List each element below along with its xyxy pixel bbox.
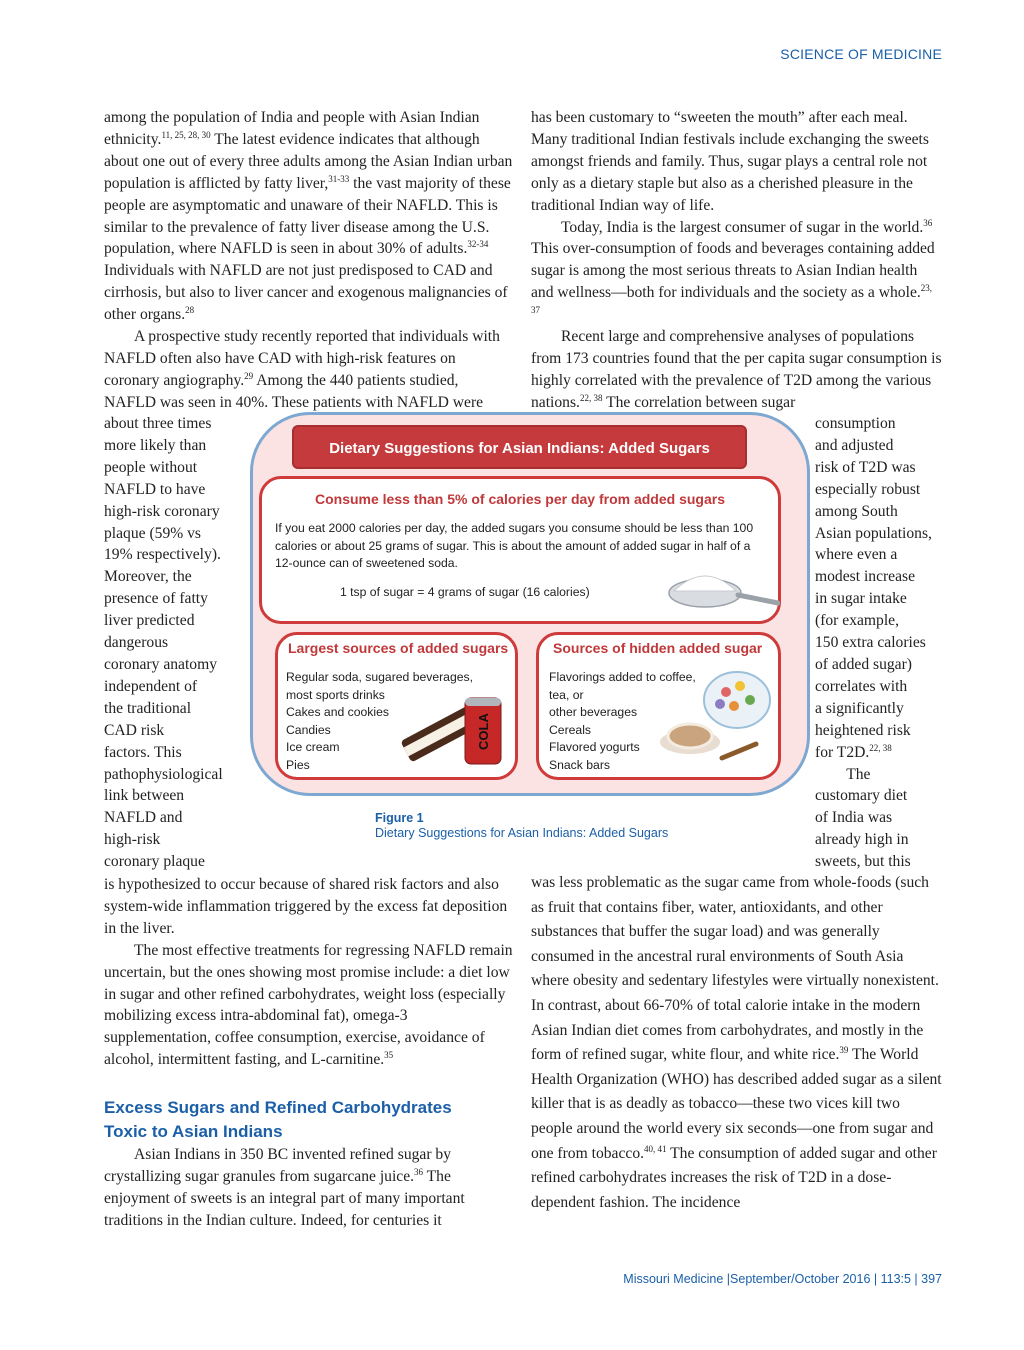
paragraph: is hypothesized to occur because of shared risk factors and also system-wide inflammation triggered by the excess fat deposition in the liver. (104, 876, 508, 937)
section-heading-line: Toxic to Asian Indians (104, 1122, 283, 1141)
right-panel-heading: Sources of hidden added sugar (553, 640, 763, 656)
text-line: Asian populations, (815, 524, 932, 542)
page-footer: Missouri Medicine |September/October 2016 | 113:5 | 397 (623, 1272, 942, 1286)
left-panel-heading: Largest sources of added sugars (288, 640, 509, 656)
cereal-coffee-icon (660, 660, 775, 775)
text-line: The (815, 765, 871, 783)
figure-caption-text: Dietary Suggestions for Asian Indians: Added Sugars (375, 826, 669, 840)
text-line: Cereals (549, 722, 591, 737)
text-line: presence of fatty (104, 590, 208, 608)
text-line: more likely than (104, 436, 207, 454)
text-line: 150 extra calories (815, 634, 926, 652)
text-line: consumption (815, 415, 896, 432)
text-line: 19% respectively). (104, 546, 221, 564)
text-line: of added sugar) (815, 655, 912, 673)
right-column-top (531, 107, 943, 414)
right-wrap-column (815, 413, 945, 873)
left-column-top (104, 107, 514, 414)
text-line: customary diet (815, 787, 908, 805)
section-body (104, 1144, 514, 1232)
top-panel-tsp: 1 tsp of sugar = 4 grams of sugar (16 calories) (340, 585, 590, 599)
text-line: independent of (104, 677, 198, 695)
text-line: in sugar intake (815, 590, 907, 608)
text-line: coronary plaque (104, 853, 205, 871)
text-line: NAFLD and (104, 809, 183, 827)
figure-caption (375, 811, 668, 840)
figure-caption-label: Figure 1 (375, 811, 424, 825)
text-line: NAFLD to have (104, 480, 206, 498)
text-line: other beverages (549, 705, 638, 719)
text-line: about three times (104, 415, 212, 432)
text-line: high-risk (104, 831, 161, 849)
text-line: especially robust (815, 480, 921, 498)
text-line: risk of T2D was (815, 458, 916, 476)
section-heading (104, 1096, 514, 1144)
text-line: most sports drinks (286, 687, 385, 702)
figure-title: Dietary Suggestions for Asian Indians: Added Sugars (292, 425, 747, 469)
top-panel-heading: Consume less than 5% of calories per day from added sugars (314, 491, 725, 507)
paragraph: Asian Indians in 350 BC invented refined sugar by crystallizing sugar granules from sugarcane juice.$^{36}$ The enjoyment of sweets is an integral part of many important traditions in the Indian culture. Indeed, for centuries it (104, 1146, 465, 1229)
text-line: for T2D.$^{22, 38}$ (815, 742, 892, 761)
text-line: Flavored yogurts (549, 740, 640, 754)
text-line: Flavorings added to coffee, tea, or (549, 670, 696, 702)
text-line: where even a (815, 546, 898, 564)
text-line: (for example, (815, 612, 899, 630)
section-label: SCIENCE OF MEDICINE (780, 46, 942, 62)
right-column-bottom (531, 871, 943, 1215)
text-line: Ice cream (286, 740, 340, 754)
sugar-spoon-icon (660, 555, 780, 615)
paragraph: among the population of India and people with Asian Indian ethnicity.$^{11, 25, 28, 30}$ The latest evidence indicates that although about one out of every three adults among the Asian Indian urban population is afflicted by fatty liver,$^{31-33}$ the vast majority of these people are asymptomatic and unaware of their NAFLD. This is similar to the prevalence of fatty liver disease among the U.S. population, where NAFLD is seen in about 30% of adults.$^{32-34}$ Individuals with NAFLD are not just predisposed to CAD and cirrhosis, but also to liver cancer and exogenous malignancies of other organs.$^{28}$ (104, 109, 513, 324)
text-line: factors. This (104, 743, 182, 761)
text-line: sweets, but this (815, 853, 911, 871)
paragraph: A prospective study recently reported that individuals with NAFLD often also have CAD with high-risk features on coronary angiography.$^{29}$ Among the 440 patients studied, NAFLD was seen in 40%. These patients with NAFLD were (104, 328, 500, 411)
paragraph: was less problematic as the sugar came from whole-foods (such as fruit that contains fiber, water, antioxidants, and other substances that buffer the sugar load) and was generally consumed in the ancestral rural environments of South Asia where obesity and sedentary lifestyles were virtually nonexistent. In contrast, about 66-70% of total calorie intake in the modern Asian Indian diet comes from carbohydrates, and mostly in the form of refined sugar, white flour, and white rice.$^{39}$ The World Health Organization (WHO) has described added sugar as a silent killer that is as deadly as tobacco—these two vices kill two people around the world every six seconds—one from sugar and one from tobacco.$^{40, 41}$ The consumption of added sugar and other refined carbohydrates increases the risk of T2D in a dose-dependent fashion. The incidence (531, 874, 942, 1211)
text-line: a significantly (815, 699, 904, 717)
text-line: and adjusted (815, 436, 894, 454)
paragraph: Recent large and comprehensive analyses of populations from 173 countries found that the per capita sugar consumption is highly correlated with the prevalence of T2D among the various nations.$^{22, 38}$ The correlation between sugar (531, 328, 942, 411)
text-line: plaque (59% vs (104, 524, 202, 542)
top-panel-body: If you eat 2000 calories per day, the added sugars you consume should be less than 100 calories or about 25 grams of sugar. This is about the amount of added sugar in half of a 12-ounce can of sweetened soda. (275, 521, 754, 570)
left-column-bottom (104, 874, 514, 1071)
text-line: among South (815, 502, 898, 520)
text-line: correlates with (815, 677, 908, 695)
text-line: link between (104, 787, 185, 805)
text-line: Candies (286, 722, 331, 737)
text-line: already high in (815, 831, 909, 849)
cola-label: COLA (476, 713, 491, 750)
text-line: modest increase (815, 568, 916, 586)
text-line: high-risk coronary (104, 502, 220, 520)
paragraph: has been customary to “sweeten the mouth” after each meal. Many traditional Indian festivals include exchanging the sweets amongst friends and family. Thus, sugar plays a central role not only as a dietary staple but also as a cherished pleasure in the traditional Indian way of life. (531, 109, 929, 214)
paragraph: The most effective treatments for regressing NAFLD remain uncertain, but the ones showing most promise include: a diet low in sugar and other refined carbohydrates, weight loss (especially mobilizing excess intra-abdominal fat), omega-3 supplementation, coffee consumption, exercise, avoidance of alcohol, intermittent fasting, and L-carnitine.$^{35}$ (104, 941, 513, 1069)
text-line: liver predicted (104, 612, 195, 630)
text-line: Snack bars (549, 757, 610, 772)
text-line: the traditional (104, 699, 192, 717)
text-line: heightened risk (815, 721, 911, 739)
text-line: dangerous (104, 634, 169, 652)
text-line: CAD risk (104, 721, 165, 739)
text-line: Regular soda, sugared beverages, (286, 670, 473, 684)
paragraph: Today, India is the largest consumer of sugar in the world.$^{36}$ This over-consumption of foods and beverages containing added sugar is among the most serious threats to Asian Indian health and wellness—both for individuals and the society as a whole.$^{23, 37}$ (531, 217, 935, 316)
left-wrap-column (104, 413, 229, 873)
text-line: Moreover, the (104, 568, 192, 586)
text-line: coronary anatomy (104, 655, 218, 673)
snack-illustration-icon (400, 690, 515, 770)
section-heading-line: Excess Sugars and Refined Carbohydrates (104, 1098, 452, 1117)
text-line: people without (104, 458, 198, 476)
text-line: of India was (815, 809, 893, 827)
text-line: Pies (286, 757, 310, 772)
text-line: Cakes and cookies (286, 705, 389, 719)
text-line: pathophysiological (104, 765, 223, 783)
